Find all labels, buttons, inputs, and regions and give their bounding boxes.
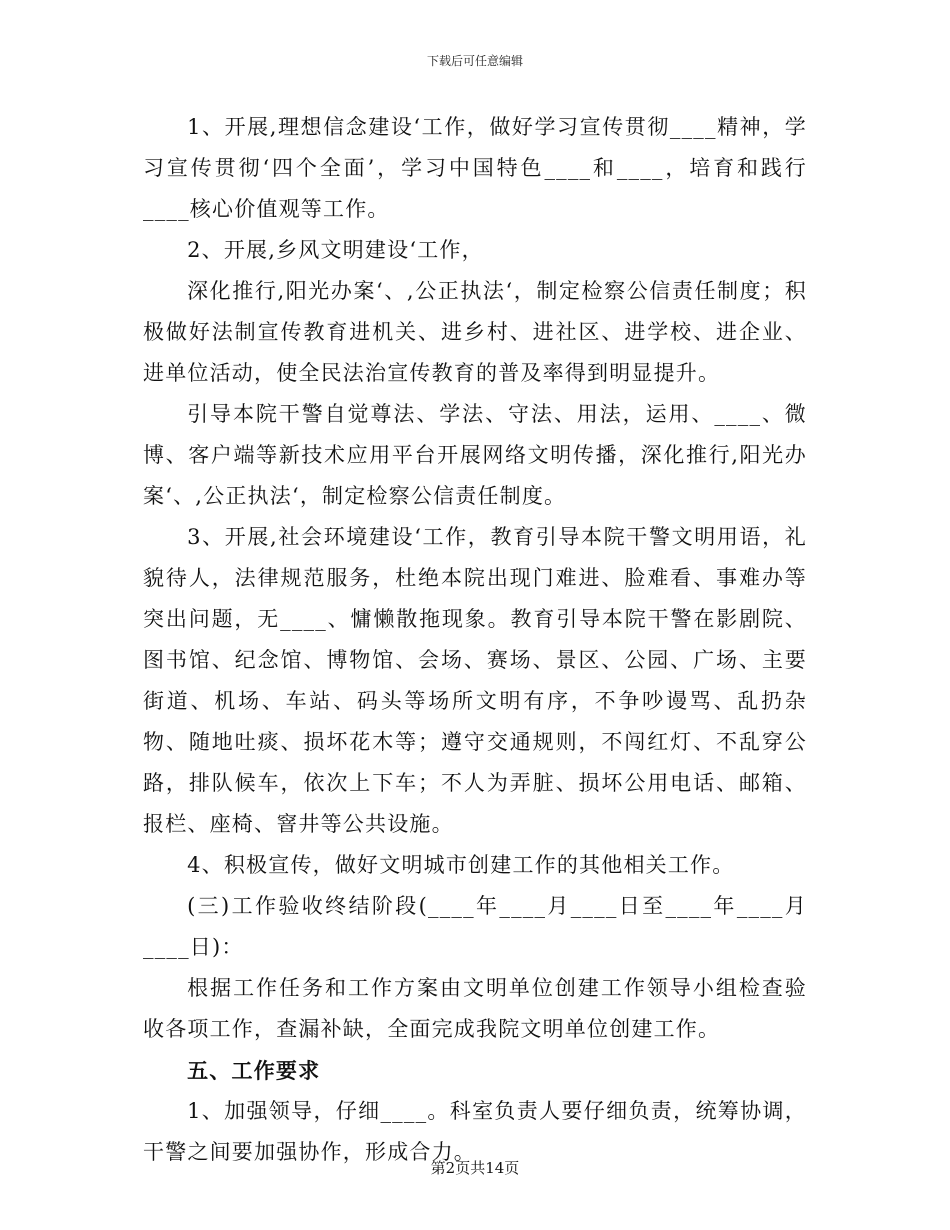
page-number: 第2页共14页 <box>430 1159 520 1177</box>
paragraph-network-civility: 引导本院干警自觉尊法、学法、守法、用法，运用、____、微博、客户端等新技术应用平台开展网络文明传播，深化推行,阳光办案‘、,公正执法‘，制定检察公信责任制度。 <box>143 402 807 508</box>
paragraph-ideals: 1、开展,理想信念建设‘工作，做好学习宣传贯彻____精神，学习宣传贯彻‘四个全面’，学习中国特色____和____，培育和践行____核心价值观等工作。 <box>143 115 807 221</box>
paragraph-acceptance-stage: (三)工作验收终结阶段(____年____月____日至____年____月____日)： <box>143 894 807 959</box>
paragraph-acceptance-details: 根据工作任务和工作方案由文明单位创建工作领导小组检查验收各项工作，查漏补缺，全面完成我院文明单位创建工作。 <box>143 976 807 1041</box>
paragraph-leadership: 1、加强领导，仔细____。科室负责人要仔细负责，统筹协调，干警之间要加强协作，形成合力。 <box>143 1099 807 1164</box>
document-body <box>143 107 807 1173</box>
paragraph-sunshine-case: 深化推行,阳光办案‘、,公正执法‘，制定检察公信责任制度；积极做好法制宣传教育进机关、进乡村、进社区、进学校、进企业、进单位活动，使全民法治宣传教育的普及率得到明显提升。 <box>143 279 807 385</box>
paragraph-social-environment: 3、开展,社会环境建设‘工作，教育引导本院干警文明用语，礼貌待人，法律规范服务，杜绝本院出现门难进、脸难看、事难办等突出问题，无____、慵懒散拖现象。教育引导本院干警在影剧院、图书馆、纪念馆、博物馆、会场、赛场、景区、公园、广场、主要街道、机场、车站、码头等场所文明有序，不争吵谩骂、乱扔杂物、随地吐痰、损坏花木等；遵守交通规则，不闯红灯、不乱穿公路，排队候车，依次上下车；不人为弄脏、损坏公用电话、邮箱、报栏、座椅、窨井等公共设施。 <box>143 525 807 836</box>
paragraph-rural-civility: 2、开展,乡风文明建设‘工作， <box>187 238 484 262</box>
paragraph-promotion: 4、积极宣传，做好文明城市创建工作的其他相关工作。 <box>187 853 735 877</box>
section-heading-requirements: 五、工作要求 <box>187 1058 321 1083</box>
page-header-note: 下载后可任意编辑 <box>426 54 523 68</box>
